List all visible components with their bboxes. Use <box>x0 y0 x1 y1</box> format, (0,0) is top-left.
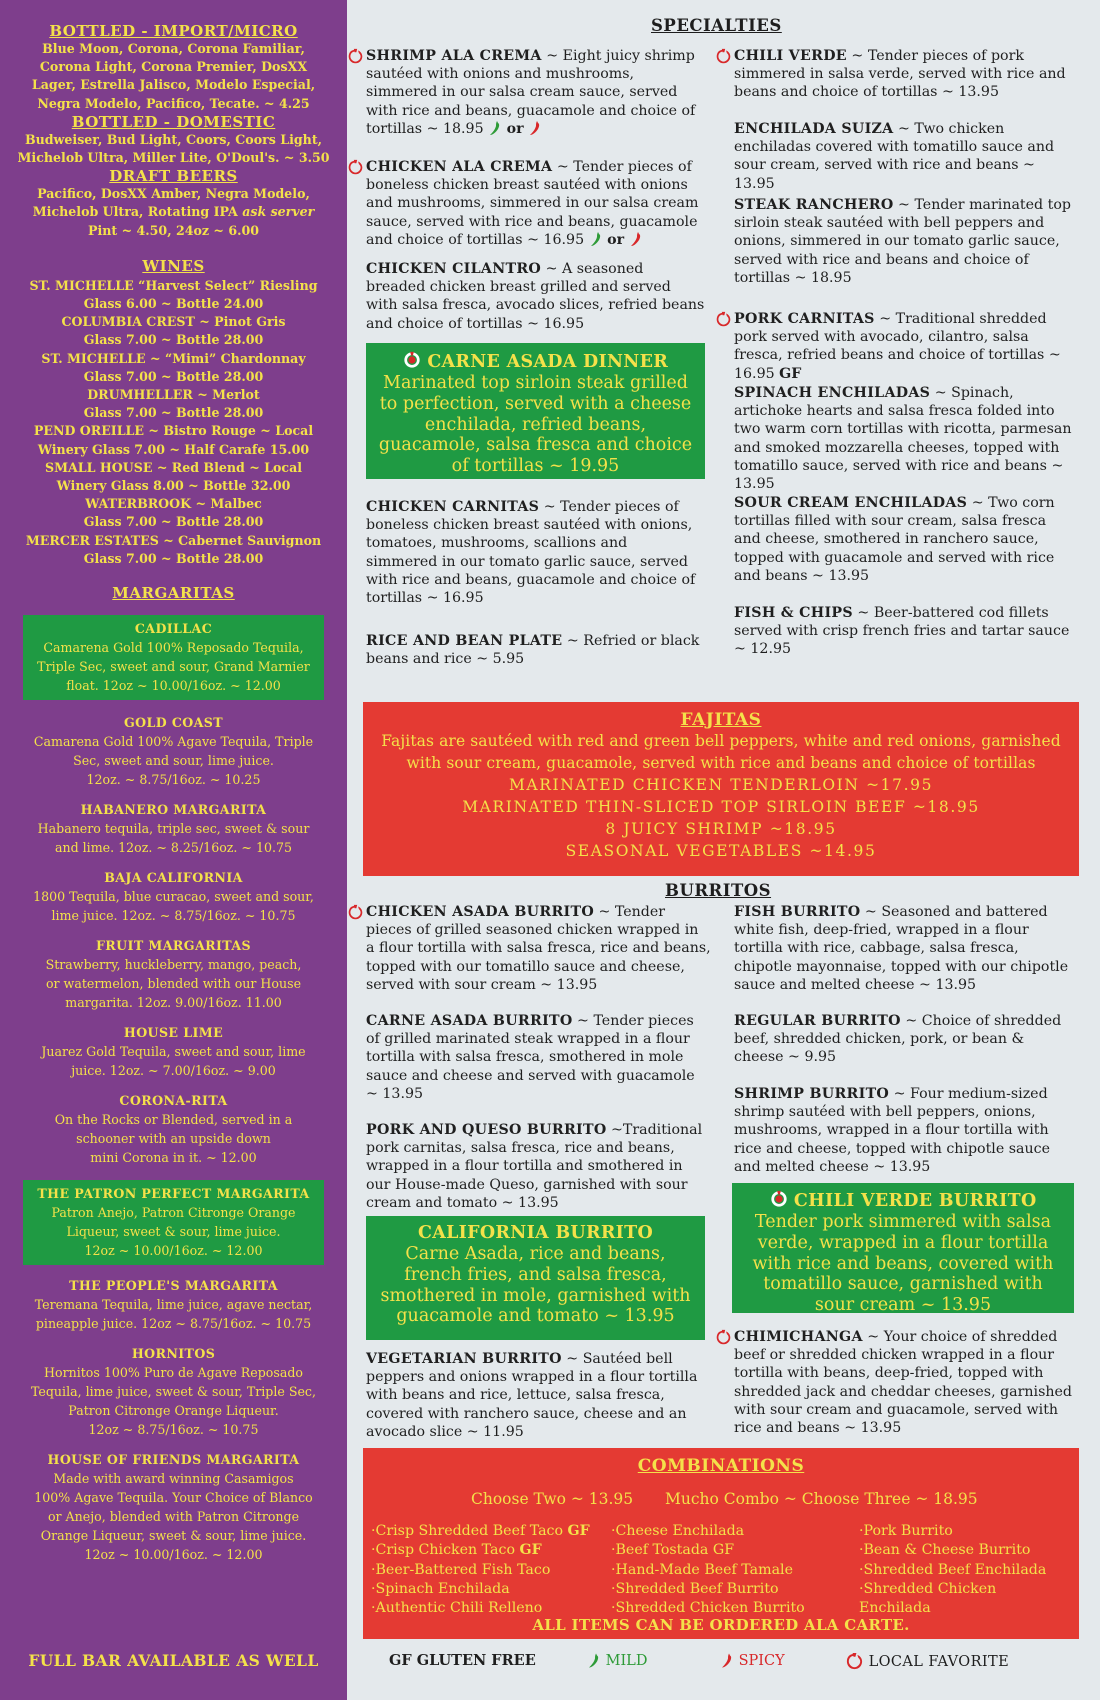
margarita-desc: Strawberry, huckleberry, mango, peach, <box>45 957 302 973</box>
item-desc: Carne Asada, rice and beans, french fries, and salsa fresca, smothered in mole, garnished with guacamole and tomato ~ 13.95 <box>380 1244 691 1327</box>
item-name: REGULAR BURRITO <box>734 1013 901 1029</box>
local-favorite-icon <box>715 1329 732 1346</box>
margarita-gold-coast <box>0 714 347 789</box>
combo-option-text: ·Crisp Shredded Beef Taco <box>371 1523 564 1539</box>
item-desc: ~ Two chicken enchiladas covered with tomatillo sauce and sour cream, served with rice and beans ~ 13.95 <box>734 121 1055 192</box>
margarita-desc: mini Corona in it. ~ 12.00 <box>90 1150 257 1166</box>
menu-item-chicken-cilantro <box>366 260 706 333</box>
bottled-import-list <box>0 40 347 113</box>
margarita-title: HOUSE LIME <box>123 1025 224 1041</box>
menu-item-pork-carnitas <box>734 310 1079 383</box>
margarita-desc: margarita. 12oz. 9.00/16oz. 11.00 <box>65 995 282 1011</box>
menu-item-shrimp-burrito <box>734 1085 1069 1176</box>
item-name-text: CARNE ASADA DINNER <box>427 352 669 372</box>
margarita-desc: 12oz. ~ 8.75/16oz. ~ 10.25 <box>86 772 261 788</box>
bottled-import-heading: BOTTLED - IMPORT/MICRO <box>49 22 298 40</box>
item-name: CHICKEN CILANTRO <box>366 261 542 277</box>
wine-line: DRUMHELLER ~ Merlot <box>87 387 260 403</box>
margarita-fruit <box>0 937 347 1012</box>
wine-line: Glass 7.00 ~ Bottle 28.00 <box>83 550 264 566</box>
item-desc: ~ Tender pieces of pork simmered in salsa verde, served with rice and beans and choice of tortillas ~ 13.95 <box>734 48 1066 101</box>
combo-option: ·Bean & Cheese Burrito <box>859 1542 1031 1559</box>
fajita-option: MARINATED THIN-SLICED TOP SIRLOIN BEEF ~18.95 <box>462 798 980 816</box>
item-desc: ~ Tender marinated top sirloin steak sautéed with bell peppers and onions, simmered in our tomato garlic sauce, served with rice and beans and choice of tortillas ~ 18.95 <box>734 197 1071 286</box>
menu-item-chimichanga <box>734 1328 1074 1437</box>
burritos-heading: BURRITOS <box>665 881 772 900</box>
menu-item-steak-ranchero <box>734 196 1074 287</box>
legend-local-text: LOCAL FAVORITE <box>868 1653 1010 1670</box>
combo-option: ·Pork Burrito <box>859 1523 953 1539</box>
fajitas-desc: Fajitas are sautéed with red and green bell peppers, white and red onions, garnished <box>381 732 1061 750</box>
fajita-option: MARINATED CHICKEN TENDERLOIN ~17.95 <box>508 776 934 794</box>
item-desc: Tender pork simmered with salsa verde, wrapped in a flour tortilla with rice and beans, covered with tomatillo sauce, garnished with sour cream ~ 13.95 <box>752 1212 1054 1316</box>
margarita-title: GOLD COAST <box>123 715 224 731</box>
item-name: CHICKEN ALA CREMA <box>366 159 553 175</box>
item-desc: ~ Tender pieces of grilled marinated steak wrapped in a flour tortilla with salsa fresca, smothered in mole sauce and cheese and served with guacamole ~ 13.95 <box>366 1013 695 1102</box>
margarita-desc: On the Rocks or Blended, served in a <box>54 1112 293 1128</box>
menu-item-chicken-carnitas <box>366 498 701 607</box>
combo-option: ·Spinach Enchilada <box>371 1580 510 1597</box>
wine-line: Glass 7.00 ~ Bottle 28.00 <box>83 368 264 384</box>
wine-line: Glass 7.00 ~ Bottle 28.00 <box>83 405 264 421</box>
item-name: SHRIMP BURRITO <box>734 1086 890 1102</box>
or-label: or <box>506 120 524 137</box>
item-desc: ~ Tender pieces of boneless chicken breast sautéed with onions, tomatoes, mushrooms, scallions and simmered in our tomato garlic sauce, served with rice and beans, guacamole and choice of tortillas ~ 16.95 <box>366 499 696 607</box>
combo-option: ·Shredded Beef Burrito <box>611 1580 779 1597</box>
item-desc: ~ Your choice of shredded beef or shredded chicken wrapped in a flour tortilla with beans, deep-fried, topped with shredded jack and cheddar cheeses, garnished with sour cream and guacamole, served with rice and beans ~ 13.95 <box>734 1329 1072 1437</box>
margarita-cadillac <box>23 615 324 700</box>
margarita-patron-perfect <box>23 1180 324 1265</box>
specialties-heading: SPECIALTIES <box>651 16 782 35</box>
margarita-title: CORONA-RITA <box>119 1093 228 1109</box>
wine-line: SMALL HOUSE ~ Red Blend ~ Local <box>44 459 303 475</box>
bottled-domestic-heading: BOTTLED - DOMESTIC <box>71 112 276 131</box>
menu-item-shrimp-ala-crema <box>366 47 696 138</box>
margarita-title: HORNITOS <box>131 1346 216 1362</box>
item-name: STEAK RANCHERO <box>734 197 894 213</box>
fajitas-box <box>363 702 1079 876</box>
margarita-desc: schooner with an upside down <box>76 1131 271 1147</box>
draft-line <box>0 203 347 221</box>
combo-column-3 <box>859 1522 1071 1618</box>
item-name: CARNE ASADA BURRITO <box>366 1013 573 1029</box>
menu-item-carne-asada-burrito <box>366 1012 706 1103</box>
wine-line: Glass 7.00 ~ Bottle 28.00 <box>83 332 264 348</box>
item-desc: Marinated top sirloin steak grilled to perfection, served with a cheese enchilada, refried beans, guacamole, salsa fresca and choice of tortillas ~ 19.95 <box>378 373 693 477</box>
combo-option: ·Hand-Made Beef Tamale <box>611 1561 793 1578</box>
ask-server-note: ask server <box>242 204 315 220</box>
fajita-option: 8 JUICY SHRIMP ~18.95 <box>605 820 837 838</box>
margarita-desc: 12oz ~ 10.00/16oz. ~ 12.00 <box>84 1547 263 1563</box>
wine-line: Glass 7.00 ~ Bottle 28.00 <box>83 514 264 530</box>
item-desc: ~ Four medium-sized shrimp sautéed with bell peppers, onions, mushrooms, wrapped in a flour tortilla with rice and cheese, topped with chipotle sauce and melted cheese ~ 13.95 <box>734 1086 1050 1175</box>
california-burrito-box <box>366 1216 705 1340</box>
item-name: SOUR CREAM ENCHILADAS <box>734 495 968 511</box>
wine-line: Winery Glass 8.00 ~ Bottle 32.00 <box>56 478 291 494</box>
wine-line: COLUMBIA CREST ~ Pinot Gris <box>61 314 286 330</box>
legend-mild-text: MILD <box>605 1652 648 1669</box>
or-label: or <box>607 231 625 248</box>
margarita-desc: lime juice. 12oz. ~ 8.75/16oz. ~ 10.75 <box>51 908 296 924</box>
local-favorite-icon <box>347 904 364 921</box>
combo-option <box>371 1541 590 1560</box>
margarita-desc: Habanero tequila, triple sec, sweet & sour <box>37 821 310 837</box>
margarita-desc: or Anejo, blended with Patron Citronge <box>47 1509 300 1525</box>
margarita-desc: Sec, sweet and sour, lime juice. <box>73 753 274 769</box>
margarita-desc: Orange Liqueur, sweet & sour, lime juice. <box>40 1528 307 1544</box>
gluten-free-badge: GF <box>779 365 802 382</box>
local-favorite-icon <box>845 1652 864 1671</box>
local-favorite-icon <box>715 48 732 65</box>
wine-line: ST. MICHELLE “Harvest Select” Riesling <box>29 277 318 293</box>
menu-item-chicken-ala-crema <box>366 158 711 249</box>
bottled-domestic-line: Budweiser, Bud Light, Coors, Coors Light, <box>24 131 323 147</box>
fajitas-heading: FAJITAS <box>680 710 762 730</box>
menu-item-enchilada-suiza <box>734 120 1072 193</box>
margarita-peoples <box>0 1277 347 1333</box>
margarita-desc: Patron Anejo, Patron Citronge Orange <box>51 1205 296 1221</box>
margarita-desc: float. 12oz ~ 10.00/16oz. ~ 12.00 <box>66 678 281 694</box>
mild-pepper-icon <box>589 231 603 247</box>
fajitas-desc: with sour cream, guacamole, served with rice and beans and choice of tortillas <box>406 753 1036 772</box>
local-favorite-icon <box>347 159 364 176</box>
wines-heading: WINES <box>142 256 205 275</box>
margarita-desc: Made with award winning Casamigos <box>53 1471 294 1487</box>
margarita-desc: or watermelon, blended with our House <box>45 976 302 992</box>
margaritas-heading: MARGARITAS <box>112 584 235 603</box>
menu-item-fish-burrito <box>734 903 1069 994</box>
margarita-desc: pineapple juice. 12oz ~ 8.75/16oz. ~ 10.75 <box>35 1316 312 1332</box>
wine-line: MERCER ESTATES ~ Cabernet Sauvignon <box>25 532 322 548</box>
margarita-desc: 100% Agave Tequila. Your Choice of Blanco <box>34 1490 313 1506</box>
draft-line: Pacifico, DosXX Amber, Negra Modelo, <box>37 186 310 202</box>
gluten-free-badge: GF <box>567 1523 590 1539</box>
item-desc: ~ Sautéed bell peppers and onions wrapped in a flour tortilla with beans and rice, lettuce, salsa fresca, covered with ranchero sauce, cheese and an avocado slice ~ 11.95 <box>366 1351 698 1440</box>
menu-item-vegetarian-burrito <box>366 1350 701 1441</box>
wine-line: Glass 6.00 ~ Bottle 24.00 <box>83 296 264 312</box>
item-name <box>366 351 705 373</box>
margarita-desc: Camarena Gold 100% Reposado Tequila, <box>43 640 304 656</box>
combo-column-1 <box>371 1522 590 1618</box>
margarita-title: HABANERO MARGARITA <box>80 802 267 818</box>
margarita-title: THE PATRON PERFECT MARGARITA <box>37 1186 310 1202</box>
item-desc: ~ Beer-battered cod fillets served with crisp french fries and tartar sauce ~ 12.95 <box>734 605 1070 658</box>
combo-option-text: ·Crisp Chicken Taco <box>371 1542 515 1559</box>
chili-verde-burrito-box <box>732 1183 1074 1316</box>
item-name: PORK CARNITAS <box>734 311 875 327</box>
local-favorite-icon <box>770 1190 788 1208</box>
legend-mild <box>587 1652 647 1669</box>
menu-item-chili-verde <box>734 47 1072 102</box>
item-desc: ~ Two corn tortillas filled with sour cream, salsa fresca and cheese, smothered in ranchero sauce, topped with guacamole and served with rice and beans ~ 13.95 <box>734 495 1055 584</box>
mucho-combo-price: Mucho Combo ~ Choose Three ~ 18.95 <box>665 1490 978 1508</box>
wine-line: Winery Glass 7.00 ~ Half Carafe 15.00 <box>37 441 310 457</box>
wine-line: WATERBROOK ~ Malbec <box>85 496 262 512</box>
bottled-domestic-list <box>0 131 347 167</box>
item-desc: ~ Seasoned and battered white fish, deep-fried, wrapped in a flour tortilla with rice, cabbage, salsa fresca, chipotle mayonnaise, topped with our chipotle sauce and melted cheese ~ 13.95 <box>734 904 1069 993</box>
bottled-import-line: Corona Light, Corona Premier, DosXX <box>39 59 308 75</box>
draft-line: Pint ~ 4.50, 24oz ~ 6.00 <box>87 222 260 238</box>
margarita-desc: 12oz ~ 8.75/16oz. ~ 10.75 <box>88 1422 259 1438</box>
wine-line: PEND OREILLE ~ Bistro Rouge ~ Local <box>33 423 314 439</box>
spicy-pepper-icon <box>528 120 542 136</box>
combo-option: ·Beef Tostada GF <box>611 1542 735 1559</box>
item-name: PORK AND QUESO BURRITO <box>366 1122 607 1138</box>
draft-beers-heading: DRAFT BEERS <box>109 167 238 186</box>
item-name: CHICKEN ASADA BURRITO <box>366 904 594 920</box>
legend-gf-text: GF GLUTEN FREE <box>389 1652 536 1669</box>
local-favorite-icon <box>347 48 364 65</box>
item-name: VEGETARIAN BURRITO <box>366 1351 562 1367</box>
choose-two-price: Choose Two ~ 13.95 <box>471 1490 634 1508</box>
menu-item-spinach-enchiladas <box>734 384 1079 493</box>
legend-gluten-free <box>389 1652 536 1669</box>
item-name: RICE AND BEAN PLATE <box>366 633 563 649</box>
item-name-text: CHILI VERDE BURRITO <box>793 1191 1037 1211</box>
combo-option <box>371 1522 590 1541</box>
menu-item-chicken-asada-burrito <box>366 903 711 994</box>
item-name: SHRIMP ALA CREMA <box>366 48 542 64</box>
margarita-hornitos <box>0 1345 347 1439</box>
menu-item-pork-and-queso-burrito <box>366 1121 704 1212</box>
menu-item-sour-cream-enchiladas <box>734 494 1072 585</box>
item-desc: ~ Choice of shredded beef, shredded chicken, pork, or bean & cheese ~ 9.95 <box>734 1013 1062 1066</box>
spicy-pepper-icon <box>629 231 643 247</box>
bottled-domestic-line: Michelob Ultra, Miller Lite, O'Doul's. ~ 3.50 <box>17 150 330 166</box>
combo-column-2 <box>611 1522 805 1618</box>
drinks-sidebar <box>0 0 347 1700</box>
fajita-option: SEASONAL VEGETABLES ~14.95 <box>565 842 877 860</box>
spicy-pepper-icon <box>720 1652 734 1669</box>
legend-spicy-text: SPICY <box>738 1652 785 1669</box>
combinations-box <box>363 1448 1079 1639</box>
margarita-desc: Tequila, lime juice, sweet & sour, Triple Sec, <box>31 1384 316 1400</box>
margarita-desc: Juarez Gold Tequila, sweet and sour, lime <box>41 1044 306 1060</box>
combo-option: ·Shredded Beef Enchilada <box>859 1561 1047 1578</box>
gluten-free-badge: GF <box>519 1542 542 1559</box>
margarita-title: THE PEOPLE'S MARGARITA <box>69 1278 278 1294</box>
item-desc: ~ Tender pieces of boneless chicken breast sautéed with onions and mushrooms, simmered in our salsa cream sauce, served with rice and beans, guacamole and choice of tortillas ~ 16.95 <box>366 159 699 248</box>
bottled-import-line: Blue Moon, Corona, Corona Familiar, <box>42 41 305 56</box>
legend-spicy <box>720 1652 785 1669</box>
local-favorite-icon <box>715 311 732 328</box>
item-desc: ~ Eight juicy shrimp sautéed with onions and mushrooms, simmered in our salsa cream sauce, served with rice and beans, guacamole and choice of tortillas ~ 18.95 <box>366 48 696 137</box>
local-favorite-icon <box>403 351 421 369</box>
margarita-title: FRUIT MARGARITAS <box>95 938 252 954</box>
combo-option: ·Shredded Chicken Enchilada <box>859 1580 997 1617</box>
margarita-desc: 1800 Tequila, blue curacao, sweet and sour, <box>33 889 314 905</box>
item-name: CALIFORNIA BURRITO <box>417 1223 654 1243</box>
menu-item-regular-burrito <box>734 1012 1069 1067</box>
bottled-import-line: Negra Modelo, Pacifico, Tecate. ~ 4.25 <box>37 95 310 111</box>
margarita-desc: Patron Citronge Orange Liqueur. <box>68 1403 279 1419</box>
item-desc: ~ Traditional shredded pork served with avocado, cilantro, salsa fresca, refried beans and choice of tortillas ~ 16.95 <box>734 311 1061 382</box>
margarita-title: BAJA CALIFORNIA <box>104 870 243 886</box>
menu-item-rice-and-bean-plate <box>366 632 701 668</box>
combinations-heading: COMBINATIONS <box>637 1456 805 1476</box>
margarita-desc: juice. 12oz. ~ 7.00/16oz. ~ 9.00 <box>71 1063 276 1079</box>
item-desc: ~ A seasoned breaded chicken breast grilled and served with salsa fresca, avocado slices, refried beans and choice of tortillas ~ 16.95 <box>366 261 705 332</box>
margarita-desc: 12oz ~ 10.00/16oz. ~ 12.00 <box>84 1243 263 1259</box>
combo-option: ·Shredded Chicken Burrito <box>611 1600 805 1617</box>
carne-asada-dinner-box <box>366 343 705 479</box>
item-name: CHICKEN CARNITAS <box>366 499 540 515</box>
margarita-desc: Triple Sec, sweet and sour, Grand Marnier <box>37 659 310 675</box>
margarita-title: HOUSE OF FRIENDS MARGARITA <box>47 1452 300 1468</box>
draft-line-text: Michelob Ultra, Rotating IPA <box>32 204 243 220</box>
wine-line: ST. MICHELLE ~ “Mimi” Chardonnay <box>41 350 306 366</box>
item-name: FISH BURRITO <box>734 904 861 920</box>
item-desc: ~ Tender pieces of grilled seasoned chicken wrapped in a flour tortilla with salsa fresca, rice and beans, topped with our tomatillo sauce and cheese, served with sour cream ~ 13.95 <box>366 904 711 993</box>
item-name <box>732 1190 1074 1212</box>
margarita-desc: Liqueur, sweet & sour, lime juice. <box>66 1224 281 1240</box>
legend-local-favorite <box>845 1652 1009 1671</box>
bottled-import-line: Lager, Estrella Jalisco, Modelo Especial, <box>31 77 316 93</box>
margarita-desc: Teremana Tequila, lime juice, agave nectar, <box>34 1297 313 1313</box>
item-desc: ~ Refried or black beans and rice ~ 5.95 <box>366 633 700 668</box>
margarita-house-of-friends <box>0 1451 347 1564</box>
item-name: CHILI VERDE <box>734 48 847 64</box>
mild-pepper-icon <box>587 1652 601 1669</box>
item-desc: ~Traditional pork carnitas, salsa fresca, rice and beans, wrapped in a flour tortilla and smothered in our House-made Queso, garnished with sour cream and tomato ~ 13.95 <box>366 1122 703 1211</box>
wines-list <box>0 277 347 568</box>
item-name: SPINACH ENCHILADAS <box>734 385 931 401</box>
combo-option: ·Authentic Chili Relleno <box>371 1600 543 1617</box>
combo-option: ·Cheese Enchilada <box>611 1523 745 1539</box>
margarita-house-lime <box>0 1024 347 1080</box>
margarita-habanero <box>0 801 347 857</box>
margarita-desc: Camarena Gold 100% Agave Tequila, Triple <box>33 734 314 750</box>
full-bar-note: FULL BAR AVAILABLE AS WELL <box>28 1651 319 1670</box>
item-name: CHIMICHANGA <box>734 1329 863 1345</box>
menu-item-fish-and-chips <box>734 604 1079 659</box>
item-desc: ~ Spinach, artichoke hearts and salsa fresca folded into two warm corn tortillas with ricotta, parmesan and smoked mozzarella cheeses, topped with tomatillo sauce, served with rice and beans ~ 13.95 <box>734 385 1072 493</box>
draft-beers-list <box>0 185 347 240</box>
mild-pepper-icon <box>488 120 502 136</box>
ala-carte-note: ALL ITEMS CAN BE ORDERED ALA CARTE. <box>532 1616 910 1634</box>
margarita-corona-rita <box>0 1092 347 1167</box>
margarita-title: CADILLAC <box>134 621 213 637</box>
margarita-baja-california <box>0 869 347 925</box>
combo-option: ·Beer-Battered Fish Taco <box>371 1561 551 1578</box>
item-name: ENCHILADA SUIZA <box>734 121 894 137</box>
item-name: FISH & CHIPS <box>734 605 853 621</box>
margarita-desc: and lime. 12oz. ~ 8.25/16oz. ~ 10.75 <box>54 840 293 856</box>
margarita-desc: Hornitos 100% Puro de Agave Reposado <box>44 1365 303 1381</box>
